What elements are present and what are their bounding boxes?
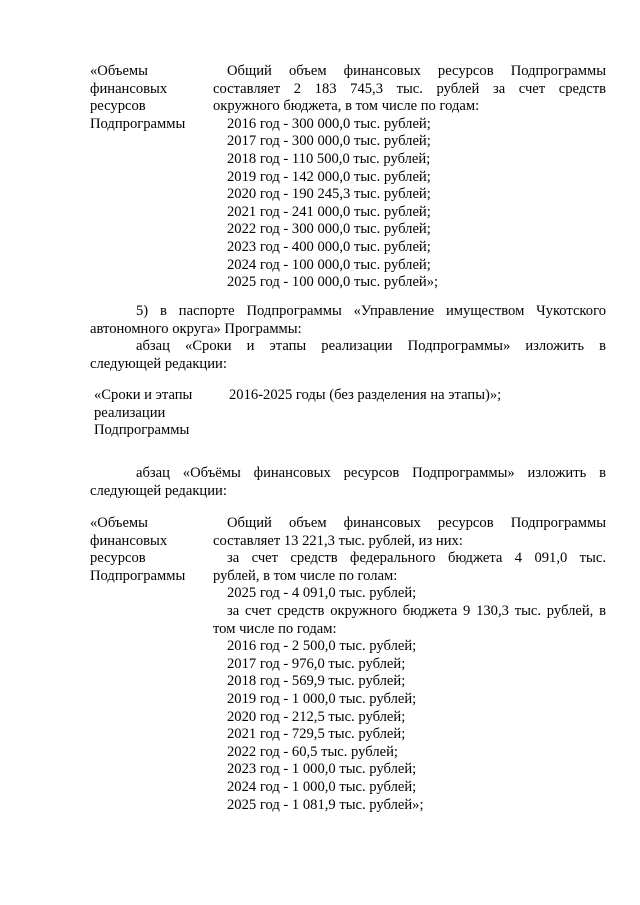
label-line: Подпрограммы	[90, 115, 186, 132]
year-line: 2021 год - 729,5 тыс. рублей;	[227, 726, 406, 743]
year-line: 2020 год - 190 245,3 тыс. рублей;	[227, 186, 431, 203]
year-line: 2025 год - 1 081,9 тыс. рублей»;	[227, 796, 424, 813]
paragraph-volumes	[90, 465, 606, 500]
year-line: 2018 год - 110 500,0 тыс. рублей;	[227, 150, 431, 167]
regional-line: том числе по годам:	[213, 620, 337, 637]
year-line: 2021 год - 241 000,0 тыс. рублей;	[227, 203, 431, 220]
paragraph-line: следующей редакции:	[90, 482, 227, 499]
intro-line: Общий объем финансовых ресурсов Подпрограммы	[227, 63, 606, 79]
year-line: 2017 год - 300 000,0 тыс. рублей;	[227, 133, 431, 150]
label-line: Подпрограммы	[90, 567, 186, 584]
paragraph-terms	[90, 338, 606, 373]
paragraph-line: 5) в паспорте Подпрограммы «Управление имуществом Чукотского	[136, 303, 606, 319]
year-line: 2019 год - 1 000,0 тыс. рублей;	[227, 690, 417, 707]
year-line: 2023 год - 1 000,0 тыс. рублей;	[227, 761, 417, 778]
table-label-cell	[90, 63, 213, 292]
intro-line: составляет 13 221,3 тыс. рублей, из них:	[213, 532, 463, 549]
label-line: «Объемы	[90, 63, 148, 79]
paragraph-line: следующей редакции:	[90, 355, 227, 372]
table-value-cell	[213, 515, 606, 814]
intro-line: Общий объем финансовых ресурсов Подпрограммы	[227, 515, 606, 531]
terms-table	[94, 387, 606, 440]
paragraph-5	[90, 303, 606, 338]
year-line: 2025 год - 100 000,0 тыс. рублей»;	[227, 274, 439, 291]
terms-value: 2016-2025 годы (без разделения на этапы)»;	[229, 387, 502, 403]
label-line: финансовых	[90, 80, 168, 97]
paragraph-line: автономного округа» Программы:	[90, 320, 302, 337]
federal-line: рублей, в том числе по голам:	[213, 567, 398, 584]
paragraph-line: абзац «Объёмы финансовых ресурсов Подпрограммы» изложить в	[136, 465, 606, 481]
year-line: 2024 год - 100 000,0 тыс. рублей;	[227, 256, 431, 273]
federal-line: за счет средств федерального бюджета 4 091,0 тыс.	[227, 550, 606, 567]
year-line: 2025 год - 4 091,0 тыс. рублей;	[227, 585, 417, 602]
financing-table-2	[90, 515, 606, 814]
paragraph-line: абзац «Сроки и этапы реализации Подпрограммы» изложить в	[136, 338, 606, 354]
year-line: 2018 год - 569,9 тыс. рублей;	[227, 673, 406, 690]
year-line: 2016 год - 2 500,0 тыс. рублей;	[227, 638, 417, 655]
table-value-cell	[229, 387, 606, 440]
table-label-cell	[90, 515, 213, 814]
year-line: 2022 год - 300 000,0 тыс. рублей;	[227, 221, 431, 238]
year-line: 2024 год - 1 000,0 тыс. рублей;	[227, 778, 417, 795]
table-label-cell	[94, 387, 229, 440]
label-line: «Сроки и этапы	[94, 387, 193, 403]
year-line: 2023 год - 400 000,0 тыс. рублей;	[227, 238, 431, 255]
financing-table-1	[90, 63, 606, 292]
year-line: 2017 год - 976,0 тыс. рублей;	[227, 655, 406, 672]
year-line: 2019 год - 142 000,0 тыс. рублей;	[227, 168, 431, 185]
table-value-cell	[213, 63, 606, 292]
label-line: реализации	[94, 404, 166, 421]
intro-line: составляет 2 183 745,3 тыс. рублей за счет средств	[213, 80, 606, 97]
intro-line: окружного бюджета, в том числе по годам:	[213, 98, 480, 115]
year-line: 2020 год - 212,5 тыс. рублей;	[227, 708, 406, 725]
label-line: «Объемы	[90, 515, 148, 531]
year-line: 2022 год - 60,5 тыс. рублей;	[227, 743, 398, 760]
label-line: Подпрограммы	[94, 422, 190, 439]
regional-line: за счет средств окружного бюджета 9 130,3 тыс. рублей, в	[227, 602, 606, 619]
label-line: финансовых	[90, 532, 168, 549]
label-line: ресурсов	[90, 98, 146, 115]
year-line: 2016 год - 300 000,0 тыс. рублей;	[227, 115, 431, 132]
label-line: ресурсов	[90, 550, 146, 567]
